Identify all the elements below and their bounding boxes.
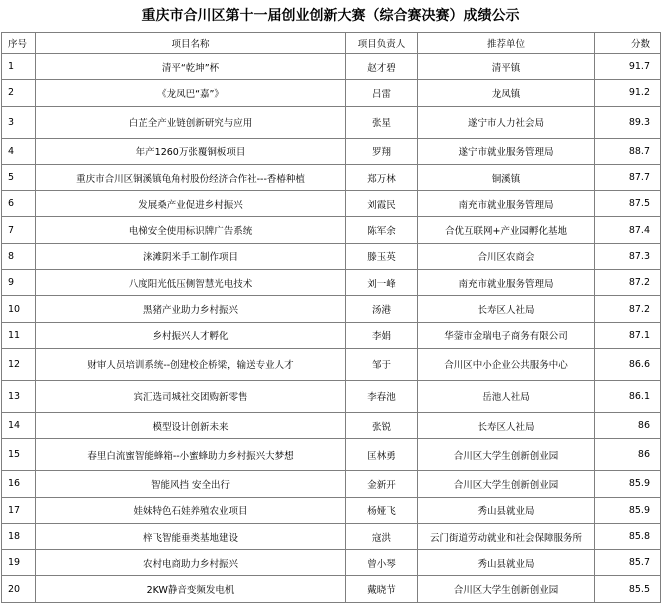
cell-project: 《龙凤巴“嘉”》	[36, 80, 346, 106]
cell-unit: 华蓥市金瑞电子商务有限公司	[418, 322, 595, 348]
cell-no: 9	[2, 270, 36, 296]
table-row	[2, 191, 661, 217]
table-row	[2, 471, 661, 497]
cell-unit: 合川区大学生创新创业园	[418, 576, 595, 602]
cell-no: 20	[2, 576, 36, 602]
cell-no: 6	[2, 191, 36, 217]
cell-unit: 合川区大学生创新创业园	[418, 471, 595, 497]
page-title: 重庆市合川区第十一届创业创新大赛（综合赛决赛）成绩公示	[141, 8, 520, 24]
cell-unit: 清平镇	[418, 54, 595, 80]
cell-leader: 戴晓节	[346, 576, 418, 602]
cell-leader: 匡林勇	[346, 439, 418, 471]
cell-no: 18	[2, 523, 36, 549]
cell-score: 88.7	[595, 138, 661, 164]
cell-leader: 李春池	[346, 380, 418, 412]
cell-project: 2KW静音变频发电机	[36, 576, 346, 602]
cell-leader: 滕玉英	[346, 243, 418, 269]
table-row	[2, 80, 661, 106]
cell-no: 1	[2, 54, 36, 80]
cell-project: 智能风挡 安全出行	[36, 471, 346, 497]
cell-score: 87.2	[595, 296, 661, 322]
cell-project: 发展桑产业促进乡村振兴	[36, 191, 346, 217]
cell-project: 宾汇选司城社交团购新零售	[36, 380, 346, 412]
cell-score: 89.3	[595, 106, 661, 138]
cell-score: 87.7	[595, 164, 661, 190]
cell-unit: 南充市就业服务管理局	[418, 270, 595, 296]
cell-no: 12	[2, 348, 36, 380]
cell-score: 85.8	[595, 523, 661, 549]
cell-project: 电梯安全使用标识牌广告系统	[36, 217, 346, 243]
cell-score: 85.7	[595, 550, 661, 576]
cell-project: 农村电商助力乡村振兴	[36, 550, 346, 576]
cell-project: 涞滩阴米手工制作项目	[36, 243, 346, 269]
cell-no: 17	[2, 497, 36, 523]
cell-score: 86	[595, 439, 661, 471]
table-row	[2, 296, 661, 322]
cell-score: 86.1	[595, 380, 661, 412]
table-row	[2, 348, 661, 380]
cell-project: 春里白流蜜智能蜂箱--小蜜蜂助力乡村振兴大梦想	[36, 439, 346, 471]
cell-no: 11	[2, 322, 36, 348]
cell-no: 19	[2, 550, 36, 576]
cell-leader: 罗翔	[346, 138, 418, 164]
cell-score: 87.2	[595, 270, 661, 296]
table-row	[2, 54, 661, 80]
cell-unit: 云门街道劳动就业和社会保障服务所	[418, 523, 595, 549]
cell-unit: 遂宁市就业服务管理局	[418, 138, 595, 164]
cell-no: 13	[2, 380, 36, 412]
table-row	[2, 380, 661, 412]
table-row	[2, 270, 661, 296]
table-row	[2, 138, 661, 164]
header-unit: 推荐单位	[418, 33, 595, 54]
cell-score: 87.1	[595, 322, 661, 348]
table-row	[2, 243, 661, 269]
cell-project: 年产1260万张覆铜板项目	[36, 138, 346, 164]
cell-unit: 合川区农商会	[418, 243, 595, 269]
cell-project: 重庆市合川区铜溪镇龟角村股份经济合作社---香椿种植	[36, 164, 346, 190]
cell-no: 15	[2, 439, 36, 471]
cell-no: 3	[2, 106, 36, 138]
cell-no: 7	[2, 217, 36, 243]
cell-score: 85.5	[595, 576, 661, 602]
cell-score: 85.9	[595, 471, 661, 497]
results-table	[1, 32, 661, 603]
cell-no: 16	[2, 471, 36, 497]
header-project: 项目名称	[36, 33, 346, 54]
cell-unit: 合优互联网+产业园孵化基地	[418, 217, 595, 243]
cell-unit: 秀山县就业局	[418, 550, 595, 576]
header-score: 分数	[595, 33, 661, 54]
cell-score: 86.6	[595, 348, 661, 380]
cell-project: 黑猪产业助力乡村振兴	[36, 296, 346, 322]
cell-project: 白芷全产业链创新研究与应用	[36, 106, 346, 138]
table-row	[2, 439, 661, 471]
cell-leader: 金新开	[346, 471, 418, 497]
cell-leader: 李娟	[346, 322, 418, 348]
cell-project: 模型设计创新未来	[36, 412, 346, 438]
table-row	[2, 412, 661, 438]
cell-unit: 南充市就业服务管理局	[418, 191, 595, 217]
cell-project: 娃妹特色石娃养殖农业项目	[36, 497, 346, 523]
cell-score: 86	[595, 412, 661, 438]
cell-leader: 汤港	[346, 296, 418, 322]
cell-leader: 赵才碧	[346, 54, 418, 80]
cell-score: 85.9	[595, 497, 661, 523]
cell-project: 乡村振兴人才孵化	[36, 322, 346, 348]
cell-leader: 杨娅飞	[346, 497, 418, 523]
cell-no: 2	[2, 80, 36, 106]
cell-leader: 曾小琴	[346, 550, 418, 576]
header-row	[2, 33, 661, 54]
cell-unit: 铜溪镇	[418, 164, 595, 190]
table-row	[2, 497, 661, 523]
table-row	[2, 164, 661, 190]
cell-leader: 刘一峰	[346, 270, 418, 296]
cell-unit: 合川区大学生创新创业园	[418, 439, 595, 471]
cell-unit: 长寿区人社局	[418, 412, 595, 438]
table-row	[2, 106, 661, 138]
cell-score: 91.7	[595, 54, 661, 80]
cell-score: 87.5	[595, 191, 661, 217]
cell-unit: 秀山县就业局	[418, 497, 595, 523]
cell-leader: 陈军余	[346, 217, 418, 243]
cell-leader: 寇洪	[346, 523, 418, 549]
header-leader: 项目负责人	[346, 33, 418, 54]
cell-unit: 龙凤镇	[418, 80, 595, 106]
table-row	[2, 322, 661, 348]
cell-leader: 张星	[346, 106, 418, 138]
cell-leader: 吕雷	[346, 80, 418, 106]
table-row	[2, 523, 661, 549]
cell-project: 梓飞智能垂类基地建设	[36, 523, 346, 549]
cell-project: 清平“乾坤”杯	[36, 54, 346, 80]
cell-unit: 长寿区人社局	[418, 296, 595, 322]
cell-unit: 合川区中小企业公共服务中心	[418, 348, 595, 380]
cell-leader: 郑万林	[346, 164, 418, 190]
cell-score: 87.3	[595, 243, 661, 269]
cell-project: 财审人员培训系统--创建校企桥梁，输送专业人才	[36, 348, 346, 380]
header-no: 序号	[2, 33, 36, 54]
cell-no: 5	[2, 164, 36, 190]
cell-unit: 遂宁市人力社会局	[418, 106, 595, 138]
table-row	[2, 217, 661, 243]
table-row	[2, 550, 661, 576]
cell-no: 10	[2, 296, 36, 322]
cell-project: 八度阳光低压侧智慧光电技术	[36, 270, 346, 296]
cell-leader: 刘霞民	[346, 191, 418, 217]
cell-leader: 邹于	[346, 348, 418, 380]
cell-leader: 张锐	[346, 412, 418, 438]
cell-score: 87.4	[595, 217, 661, 243]
cell-no: 8	[2, 243, 36, 269]
cell-no: 4	[2, 138, 36, 164]
cell-score: 91.2	[595, 80, 661, 106]
cell-unit: 岳池人社局	[418, 380, 595, 412]
cell-no: 14	[2, 412, 36, 438]
